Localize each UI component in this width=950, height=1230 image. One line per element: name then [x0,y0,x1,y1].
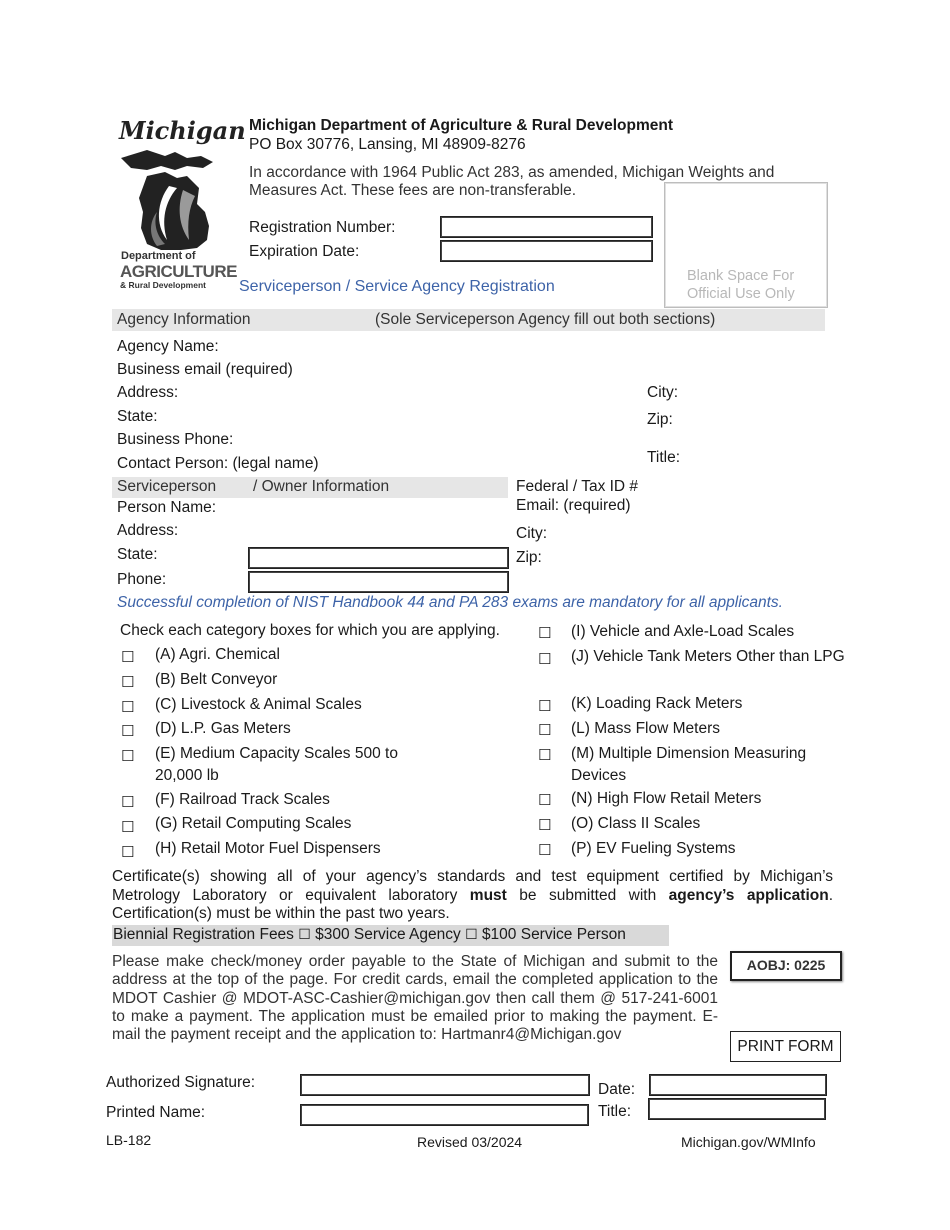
checkbox-h[interactable]: ☐ [121,843,135,861]
category-c-label: (C) Livestock & Animal Scales [155,696,362,713]
person-name-label: Person Name: [117,499,217,516]
checkbox-e[interactable]: ☐ [121,747,135,765]
checkbox-p[interactable]: ☐ [538,841,552,859]
logo-dept-line1: Department of [121,250,196,262]
form-title: Serviceperson / Service Agency Registration [239,278,555,295]
dept-name: Michigan Department of Agriculture & Rural Development [249,117,674,134]
checkbox-j[interactable]: ☐ [538,650,552,668]
official-use-box [664,182,828,308]
agency-state-label: State: [117,408,158,425]
category-d-label: (D) L.P. Gas Meters [155,720,291,737]
fees-label: Biennial Registration Fees [113,926,294,943]
category-o-label: (O) Class II Scales [571,815,701,832]
agency-section-label: Agency Information [117,311,251,328]
category-a-label: (A) Agri. Chemical [155,646,280,663]
serviceperson-label-b: / Owner Information [253,478,390,495]
serviceperson-label-a: Serviceperson [117,478,217,495]
act-text: In accordance with 1964 Public Act 283, as amended, Michigan Weights and Measures Act. These fees are non-transferable. [249,164,775,199]
category-k-label: (K) Loading Rack Meters [571,695,743,712]
aobj-code: AOBJ: 0225 [730,951,842,981]
agency-address-label: Address: [117,384,179,401]
serviceperson-email-label: Email: (required) [516,497,631,514]
printed-name-label: Printed Name: [106,1104,206,1121]
category-m-label: (M) Multiple Dimension Measuring Devices [571,745,807,784]
official-use-text: Blank Space For Official Use Only [687,268,795,302]
business-email-label: Business email (required) [117,361,293,378]
fees-row [113,926,626,944]
payment-instructions: Please make check/money order payable to the State of Michigan and submit to the address at the top of the page. For credit cards, email the completed application to the MDOT Cashier @ MDOT-ASC-Cashier@michigan.gov then call them @ 517-241-6001 to make a payment. The application must be emailed prior to making the payment. E-mail the payment receipt and the application to: Hartmanr4@Michigan.gov [112,953,718,1044]
certificate-text-part3: . Certification(s) must be within the past two years. [112,886,834,922]
certificate-text-application: agency’s application [668,886,829,904]
checkbox-f[interactable]: ☐ [121,793,135,811]
category-h-label: (H) Retail Motor Fuel Dispensers [155,840,381,857]
website-link[interactable]: Michigan.gov/WMInfo [681,1134,816,1150]
category-p-label: (P) EV Fueling Systems [571,840,736,857]
agency-zip-label: Zip: [647,411,673,428]
form-id: LB-182 [106,1132,152,1148]
category-i-label: (I) Vehicle and Axle-Load Scales [571,623,795,640]
certificate-text [112,868,833,924]
signature-title-label: Title: [598,1103,632,1120]
agency-section-note: (Sole Serviceperson Agency fill out both sections) [375,311,716,328]
fee-agency-checkbox[interactable]: ☐ [298,927,311,943]
agency-city-label: City: [647,384,678,401]
certificate-text-part2: be submitted with [506,886,669,904]
authorized-signature-label: Authorized Signature: [106,1074,256,1091]
serviceperson-phone-field[interactable] [248,571,509,593]
federal-tax-label: Federal / Tax ID # [516,478,639,495]
checkbox-d[interactable]: ☐ [121,722,135,740]
print-form-button[interactable]: PRINT FORM [730,1031,841,1062]
certificate-text-part1: Certificate(s) showing all of your agency’s standards and test equipment certified by Michigan’s Metrology Laboratory or equivalent laboratory [112,868,833,904]
checkbox-c[interactable]: ☐ [121,698,135,716]
category-f-label: (F) Railroad Track Scales [155,791,330,808]
agency-title-label: Title: [647,449,681,466]
category-j-label: (J) Vehicle Tank Meters Other than LPG [571,648,845,665]
agency-name-label: Agency Name: [117,338,219,355]
serviceperson-state-label: State: [117,546,158,563]
fee-agency-option: $300 Service Agency [315,926,461,943]
logo-michigan-text: Michigan [119,116,246,145]
checkbox-l[interactable]: ☐ [538,721,552,739]
checkbox-a[interactable]: ☐ [121,648,135,666]
signature-title-field[interactable] [648,1098,826,1120]
category-e-label: (E) Medium Capacity Scales 500 to 20,000 lb [155,745,398,784]
categories-intro: Check each category boxes for which you are applying. [120,622,500,639]
expiration-date-field[interactable] [440,240,653,262]
logo-dept-line3: & Rural Development [120,280,206,290]
checkbox-b[interactable]: ☐ [121,673,135,691]
category-g-label: (G) Retail Computing Scales [155,815,352,832]
serviceperson-address-label: Address: [117,522,179,539]
logo-dept-line2: AGRICULTURE [120,262,237,281]
expiration-date-label: Expiration Date: [249,243,360,260]
serviceperson-zip-label: Zip: [516,549,542,566]
checkbox-o[interactable]: ☐ [538,816,552,834]
category-l-label: (L) Mass Flow Meters [571,720,720,737]
certificate-text-must: must [469,886,507,904]
checkbox-n[interactable]: ☐ [538,791,552,809]
serviceperson-city-label: City: [516,525,547,542]
dept-address: PO Box 30776, Lansing, MI 48909-8276 [249,136,526,153]
checkbox-i[interactable]: ☐ [538,624,552,642]
fee-person-checkbox[interactable]: ☐ [465,927,478,943]
date-field[interactable] [649,1074,827,1096]
printed-name-field[interactable] [300,1104,589,1126]
registration-number-field[interactable] [440,216,653,238]
checkbox-k[interactable]: ☐ [538,697,552,715]
authorized-signature-field[interactable] [300,1074,590,1096]
checkbox-m[interactable]: ☐ [538,746,552,764]
business-phone-label: Business Phone: [117,431,234,448]
checkbox-g[interactable]: ☐ [121,818,135,836]
mdard-logo [117,116,246,294]
fee-person-option: $100 Service Person [481,926,626,943]
category-b-label: (B) Belt Conveyor [155,671,278,688]
category-n-label: (N) High Flow Retail Meters [571,790,762,807]
date-label: Date: [598,1081,636,1098]
contact-person-label: Contact Person: (legal name) [117,455,319,472]
serviceperson-phone-label: Phone: [117,571,167,588]
revised-date: Revised 03/2024 [417,1134,523,1150]
serviceperson-state-field[interactable] [248,547,509,569]
registration-number-label: Registration Number: [249,219,396,236]
mandatory-notice: Successful completion of NIST Handbook 44 and PA 283 exams are mandatory for all applicants. [117,594,783,611]
